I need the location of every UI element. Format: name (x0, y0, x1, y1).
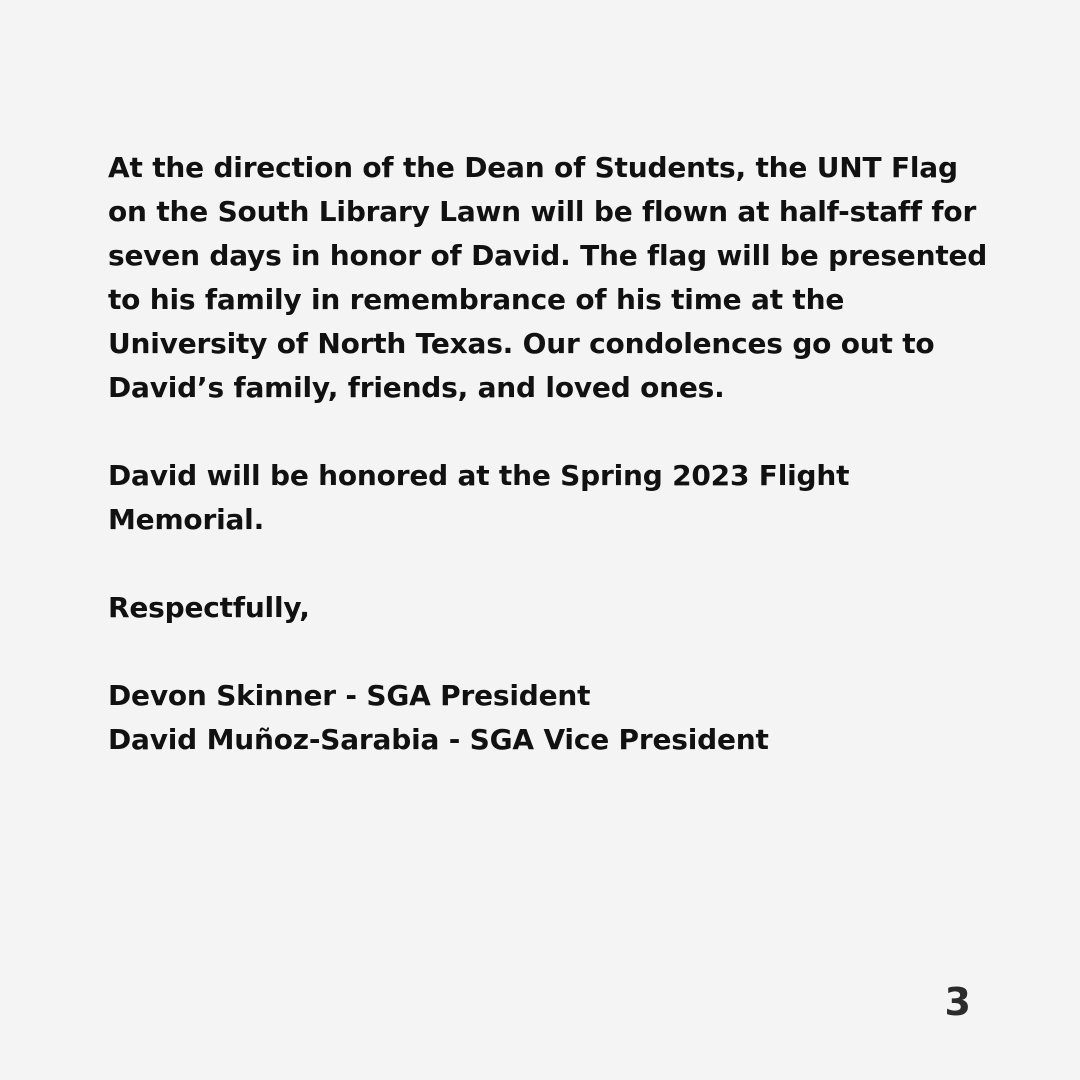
paragraph-gap (108, 630, 1008, 674)
text-line: David will be honored at the Spring 2023 Flight (108, 459, 850, 492)
text-line: At the direction of the Dean of Students, the UNT Flag (108, 151, 958, 184)
text-line: Memorial. (108, 503, 265, 536)
paragraph-gap (108, 410, 1008, 454)
text-line: David’s family, friends, and loved ones. (108, 371, 725, 404)
text-line: on the South Library Lawn will be flown at half-staff for (108, 195, 977, 228)
text-line: seven days in honor of David. The flag will be presented (108, 239, 988, 272)
signature-president: Devon Skinner - SGA President (108, 679, 591, 712)
text-line: to his family in remembrance of his time at the (108, 283, 845, 316)
letter-body (108, 146, 1008, 762)
signature-vice-president: David Muñoz-Sarabia - SGA Vice President (108, 723, 769, 756)
paragraph-memorial (108, 454, 1008, 542)
paragraph-gap (108, 542, 1008, 586)
page-number: 3 (944, 980, 971, 1024)
signature-block (108, 674, 1008, 762)
text-line: University of North Texas. Our condolences go out to (108, 327, 935, 360)
paragraph-flag-announcement (108, 146, 1008, 410)
closing-line (108, 586, 1008, 630)
closing-text: Respectfully, (108, 591, 310, 624)
